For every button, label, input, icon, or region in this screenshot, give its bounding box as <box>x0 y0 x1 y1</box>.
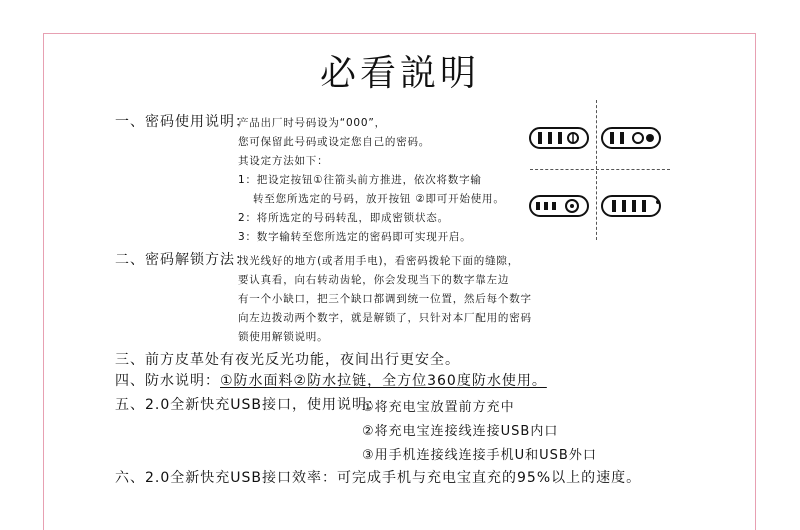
section-6-text: 六、2.0全新快充USB接口效率：可完成手机与充电宝直充的95%以上的速度。 <box>115 470 642 486</box>
section-1-line: 您可保留此号码或设定您自己的密码。 <box>238 136 431 148</box>
lock-icon <box>528 190 592 222</box>
lock-icon <box>528 122 592 154</box>
section-2-line: 锁使用解锁说明。 <box>238 331 329 343</box>
lock-icon <box>600 190 664 222</box>
section-2-line: 找光线好的地方(或者用手电)，看密码拨轮下面的缝隙， <box>238 255 519 267</box>
section-1-line: 其设定方法如下： <box>238 155 329 167</box>
page-title: 必看説明 <box>319 53 480 94</box>
section-2-label: 二、密码解锁方法： <box>115 252 250 268</box>
illustration-divider-vertical <box>596 100 597 240</box>
section-1-line: 3：数字输转至您所选定的密码即可实现开启。 <box>238 231 472 243</box>
section-2-line: 向左边拨动两个数字，就是解锁了，只针对本厂配用的密码 <box>238 312 532 324</box>
section-5-item: ①将充电宝放置前方充中 <box>362 400 515 415</box>
section-2-line: 有一个小缺口，把三个缺口都调到统一位置，然后每个数字 <box>238 293 532 305</box>
section-5-label: 五、2.0全新快充USB接口，使用说明： <box>115 397 383 413</box>
lock-icon <box>600 122 664 154</box>
illustration-divider-horizontal <box>530 169 670 170</box>
section-1-line: 产品出厂时号码设为“000”， <box>238 117 386 129</box>
section-4-prefix: 四、防水说明： <box>115 373 220 389</box>
section-1-label: 一、密码使用说明： <box>115 114 250 130</box>
section-4-text <box>115 370 547 390</box>
section-2-line: 要认真看，向右转动齿轮，你会发现当下的数字靠左边 <box>238 274 510 286</box>
section-1-line: 1：把设定按钮①往箭头前方推进，依次将数字输 <box>238 174 482 186</box>
section-1-line: 2：将所选定的号码转乱，即成密锁状态。 <box>238 212 449 224</box>
section-5-item: ②将充电宝连接线连接USB内口 <box>362 424 559 439</box>
section-3-text: 三、前方皮革处有夜光反光功能，夜间出行更安全。 <box>115 352 460 368</box>
section-1-line: 转至您所选定的号码，放开按钮 ②即可开始使用。 <box>253 193 505 205</box>
section-5-item: ③用手机连接线连接手机U和USB外口 <box>362 448 597 463</box>
section-4-underlined: ①防水面料②防水拉链，全方位360度防水使用。 <box>220 373 547 389</box>
